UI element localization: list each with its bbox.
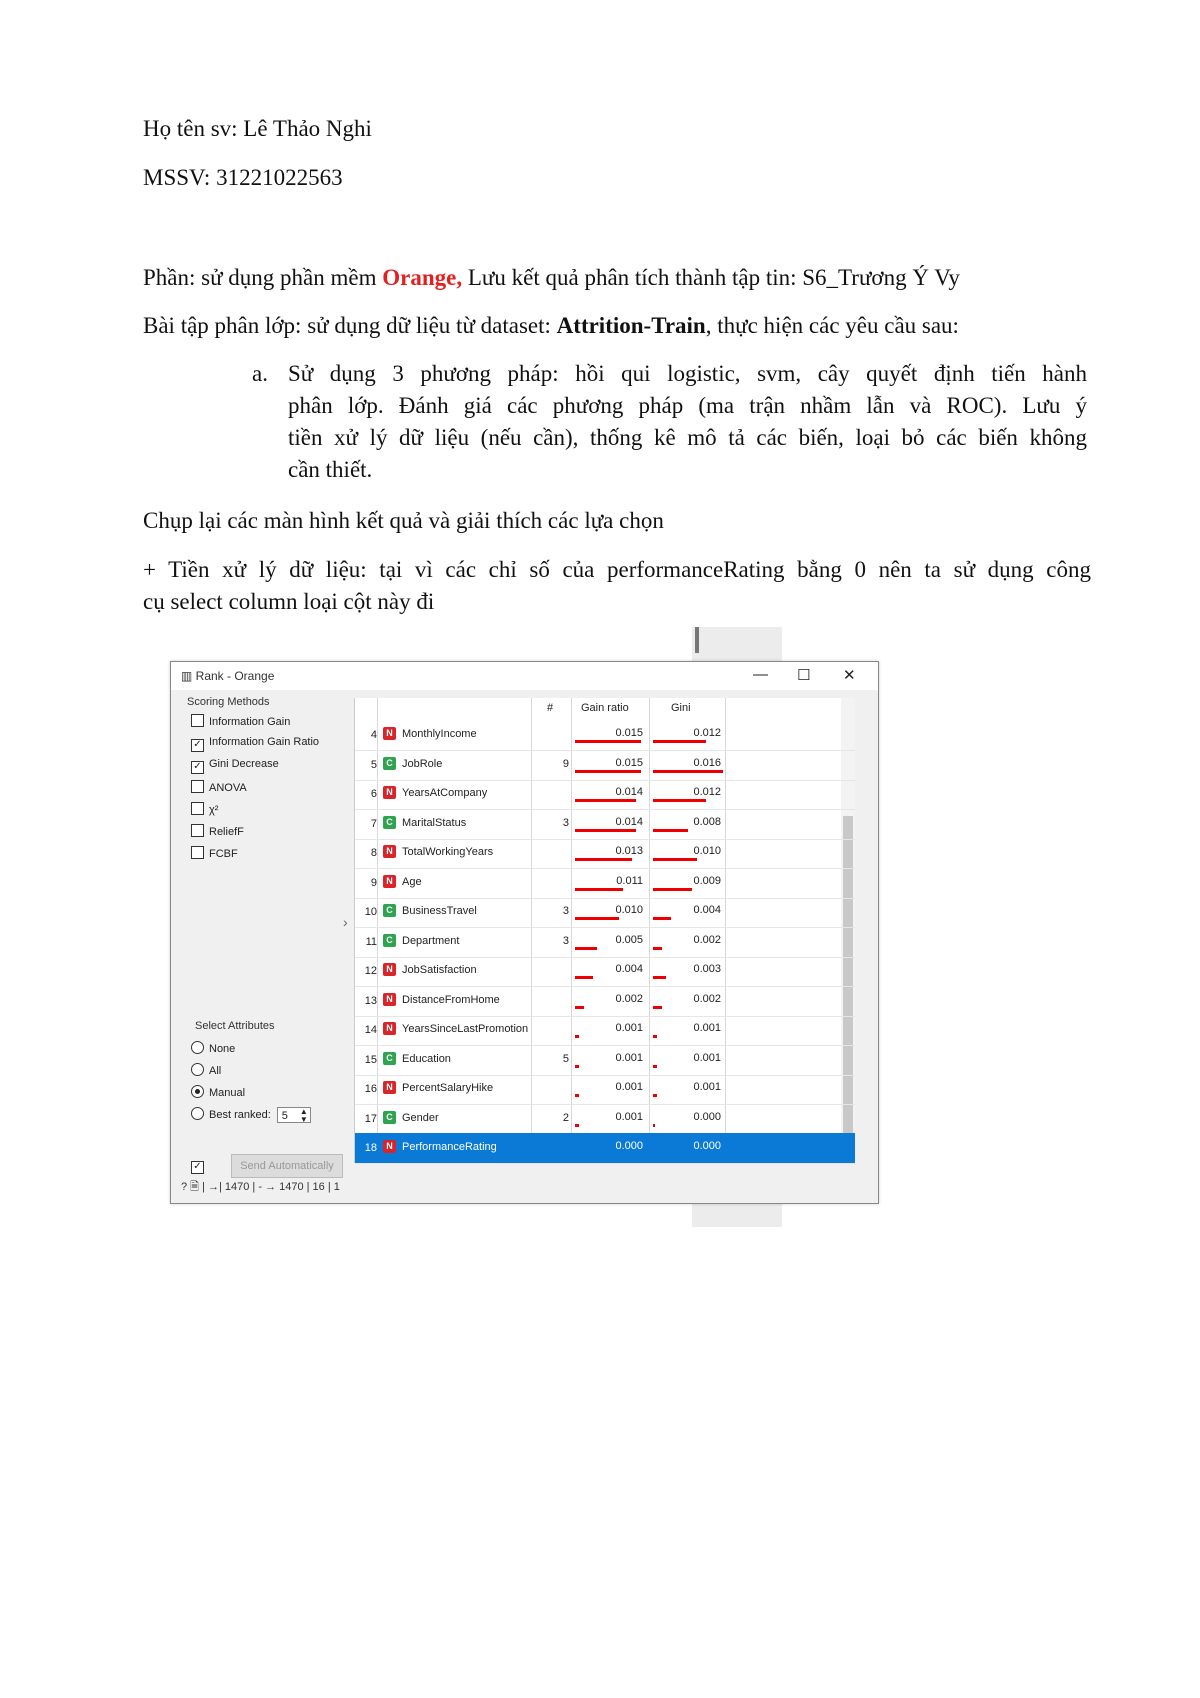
send-auto-checkbox[interactable]: ✓: [191, 1158, 209, 1174]
gini-value: 0.012: [693, 727, 721, 739]
rank-screenshot: [170, 633, 880, 1205]
attribute-name: YearsAtCompany: [402, 787, 488, 799]
orange-highlight: Orange,: [382, 265, 463, 290]
table-row[interactable]: [355, 750, 855, 781]
gain-ratio-bar: [575, 799, 636, 802]
status-bar: ? 🗎 | →| 1470 | - → 1470 | 16 | 1: [181, 1181, 340, 1193]
variable-type-icon: C: [383, 934, 396, 947]
select-option-label: All: [209, 1065, 222, 1077]
background-edge: [695, 627, 699, 653]
attribute-name: JobSatisfaction: [402, 964, 477, 976]
gain-ratio-value: 0.010: [615, 904, 643, 916]
gini-value: 0.001: [693, 1081, 721, 1093]
gain-ratio-value: 0.002: [615, 992, 643, 1005]
gain-ratio-bar: [575, 1124, 579, 1127]
select-option-label: Manual: [209, 1087, 246, 1099]
table-row[interactable]: [355, 956, 855, 987]
scoring-method-5[interactable]: [191, 824, 244, 838]
table-row[interactable]: [355, 927, 855, 958]
close-button[interactable]: ✕: [843, 667, 856, 684]
variable-type-icon: N: [383, 1081, 396, 1094]
variable-type-icon: N: [383, 1140, 396, 1153]
checkbox-icon[interactable]: [191, 802, 204, 815]
attribute-name: TotalWorkingYears: [402, 846, 494, 858]
list-line-4: cần thiết.: [288, 457, 373, 482]
gain-ratio-value: 0.004: [615, 963, 643, 975]
value-count: 3: [562, 905, 569, 917]
gini-value: 0.010: [693, 845, 721, 857]
gini-value: 0.003: [693, 963, 721, 975]
collapse-arrow-icon[interactable]: ›: [343, 914, 348, 930]
row-number: 6: [370, 788, 377, 800]
attribute-name: Age: [402, 875, 422, 888]
value-count: 5: [562, 1052, 569, 1065]
gain-ratio-value: 0.001: [615, 1081, 643, 1093]
checkbox-icon[interactable]: [191, 714, 204, 727]
gini-bar: [653, 1006, 662, 1009]
gini-bar: [653, 947, 662, 950]
attribute-name: PerformanceRating: [402, 1141, 497, 1153]
scoring-method-label: Information Gain Ratio: [209, 736, 320, 748]
header-gain-ratio[interactable]: Gain ratio: [581, 702, 629, 714]
attribute-name: Department: [402, 934, 460, 947]
gain-ratio-value: 0.001: [615, 1022, 643, 1034]
gini-value: 0.001: [693, 1022, 721, 1034]
gini-value: 0.008: [693, 815, 721, 828]
title-bar: [171, 662, 878, 690]
gain-ratio-value: 0.001: [615, 1051, 643, 1064]
attribute-name: DistanceFromHome: [402, 993, 500, 1006]
attribute-name: PercentSalaryHike: [402, 1082, 494, 1094]
attribute-name: MonthlyIncome: [402, 728, 477, 740]
send-automatically-button[interactable]: Send Automatically: [231, 1154, 343, 1178]
gain-ratio-bar: [575, 858, 632, 861]
checkbox-icon[interactable]: ✓: [191, 761, 204, 774]
gini-bar: [653, 799, 706, 802]
task-line: [143, 310, 959, 342]
gain-ratio-bar: [575, 1035, 579, 1038]
attribute-name: YearsSinceLastPromotion: [402, 1023, 529, 1035]
variable-type-icon: N: [383, 845, 396, 858]
gini-value: 0.000: [693, 1140, 721, 1152]
gain-ratio-value: 0.001: [615, 1110, 643, 1123]
table-row[interactable]: [355, 838, 855, 869]
list-line-1: Sử dụng 3 phương pháp: hồi qui logistic, svm, cây quyết định tiến hành: [288, 361, 1087, 386]
row-number: 11: [365, 935, 377, 948]
part-prefix: Phần: sử dụng phần mềm: [143, 265, 383, 290]
row-number: 14: [364, 1024, 377, 1036]
scoring-method-6[interactable]: [191, 846, 238, 860]
scoring-method-label: χ²: [209, 804, 219, 816]
variable-type-icon: N: [383, 963, 396, 976]
best-ranked-value: 5: [281, 1110, 288, 1123]
preprocess-line-2: cụ select column loại cột này đi: [143, 589, 435, 614]
ranking-table: [354, 698, 855, 1163]
gain-ratio-bar: [575, 740, 641, 743]
maximize-button[interactable]: ☐: [797, 667, 811, 684]
gini-bar: [653, 1094, 657, 1097]
row-number: 7: [370, 817, 377, 830]
scoring-method-label: Information Gain: [209, 716, 291, 728]
row-number: 9: [370, 876, 377, 889]
task-suffix: , thực hiện các yêu cầu sau:: [705, 313, 959, 338]
gain-ratio-value: 0.015: [615, 727, 643, 739]
scoring-methods-title: Scoring Methods: [187, 696, 270, 708]
select-option-2[interactable]: [191, 1085, 245, 1099]
gain-ratio-value: 0.013: [615, 845, 643, 857]
row-number: 16: [364, 1083, 377, 1095]
table-row[interactable]: [355, 897, 855, 928]
scoring-method-label: FCBF: [209, 848, 238, 860]
gini-bar: [653, 1124, 655, 1127]
gain-ratio-bar: [575, 1094, 579, 1097]
best-ranked-spinbox[interactable]: [277, 1107, 311, 1123]
scoring-method-label: ANOVA: [209, 782, 247, 794]
student-name-line: Họ tên sv: Lê Thảo Nghi: [143, 116, 372, 141]
select-attributes-title: Select Attributes: [195, 1020, 275, 1032]
gini-value: 0.012: [693, 786, 721, 798]
table-row[interactable]: [355, 986, 855, 1017]
table-row[interactable]: [355, 779, 855, 810]
gain-ratio-bar: [575, 1006, 584, 1009]
part-line: [143, 262, 960, 294]
gain-ratio-bar: [575, 888, 623, 891]
gini-bar: [653, 1035, 657, 1038]
variable-type-icon: C: [383, 1052, 396, 1065]
attribute-name: Gender: [402, 1111, 439, 1124]
table-row[interactable]: [355, 868, 855, 899]
dataset-name: Attrition-Train: [556, 313, 706, 338]
gini-value: 0.002: [693, 933, 721, 946]
attribute-name: BusinessTravel: [402, 905, 477, 917]
variable-type-icon: N: [383, 727, 396, 740]
scoring-method-label: ReliefF: [209, 826, 244, 838]
select-option-1[interactable]: [191, 1063, 221, 1077]
gini-bar: [653, 858, 697, 861]
gini-value: 0.001: [693, 1051, 721, 1064]
table-row[interactable]: [355, 1133, 855, 1164]
gini-value: 0.000: [693, 1110, 721, 1123]
scoring-method-label: Gini Decrease: [209, 758, 279, 770]
task-prefix: Bài tập phân lớp: sử dụng dữ liệu từ dataset:: [143, 313, 557, 338]
value-count: 3: [562, 816, 569, 829]
variable-type-icon: C: [383, 904, 396, 917]
gain-ratio-value: 0.014: [615, 815, 643, 828]
variable-type-icon: C: [383, 757, 396, 770]
gain-ratio-bar: [575, 770, 641, 773]
gini-bar: [653, 976, 666, 979]
scoring-method-0[interactable]: [191, 714, 290, 728]
list-line-2: phân lớp. Đánh giá các phương pháp (ma trận nhầm lẫn và ROC). Lưu ý: [288, 393, 1087, 418]
select-option-label: None: [209, 1043, 236, 1055]
table-row[interactable]: [355, 1074, 855, 1105]
checkbox-icon[interactable]: [191, 780, 204, 793]
gain-ratio-bar: [575, 917, 619, 920]
capture-instruction: Chụp lại các màn hình kết quả và giải thích các lựa chọn: [143, 508, 664, 533]
scoring-method-1[interactable]: [191, 736, 319, 752]
radio-icon[interactable]: [191, 1085, 204, 1098]
gain-ratio-bar: [575, 947, 597, 950]
scoring-method-2[interactable]: [191, 758, 279, 774]
gini-value: 0.004: [693, 904, 721, 916]
table-row[interactable]: [355, 720, 855, 751]
variable-type-icon: C: [383, 1111, 396, 1124]
gini-bar: [653, 917, 671, 920]
variable-type-icon: N: [383, 875, 396, 888]
gain-ratio-bar: [575, 976, 593, 979]
gain-ratio-value: 0.005: [615, 933, 643, 946]
row-number: 10: [364, 906, 377, 918]
row-number: 15: [364, 1053, 377, 1066]
header-gini[interactable]: Gini: [671, 702, 691, 714]
gini-value: 0.002: [693, 992, 721, 1005]
row-number: 8: [370, 847, 377, 859]
preprocess-line-1: + Tiền xử lý dữ liệu: tại vì các chỉ số của performanceRating bằng 0 nên ta sử dụng công: [143, 557, 1091, 582]
list-line-3: tiền xử lý dữ liệu (nếu cần), thống kê mô tả các biến, loại bỏ các biến không: [288, 425, 1087, 450]
list-marker: a.: [252, 361, 268, 386]
gini-value: 0.009: [693, 874, 721, 887]
header-count[interactable]: #: [547, 702, 554, 714]
radio-icon[interactable]: [191, 1041, 204, 1054]
row-number: 12: [364, 965, 377, 977]
row-number: 13: [364, 994, 377, 1007]
table-row[interactable]: [355, 1104, 855, 1135]
row-number: 4: [370, 729, 377, 741]
value-count: 3: [562, 934, 569, 947]
variable-type-icon: C: [383, 816, 396, 829]
attribute-name: Education: [402, 1052, 451, 1065]
row-number: 18: [364, 1142, 377, 1154]
variable-type-icon: N: [383, 786, 396, 799]
row-number: 5: [370, 758, 377, 771]
table-header: [355, 698, 855, 720]
gain-ratio-bar: [575, 829, 636, 832]
row-number: 17: [364, 1112, 377, 1125]
gini-value: 0.016: [693, 756, 721, 769]
gain-ratio-bar: [575, 1065, 579, 1068]
gain-ratio-value: 0.000: [615, 1140, 643, 1152]
student-id-line: MSSV: 31221022563: [143, 165, 343, 190]
gain-ratio-value: 0.014: [615, 786, 643, 798]
select-option-0[interactable]: [191, 1041, 235, 1055]
gain-ratio-value: 0.015: [615, 756, 643, 769]
select-option-3[interactable]: [191, 1107, 311, 1123]
part-suffix: Lưu kết quả phân tích thành tập tin: S6_Trương Ý Vy: [462, 265, 960, 290]
attribute-name: MaritalStatus: [402, 816, 467, 829]
table-row[interactable]: [355, 1045, 855, 1076]
select-option-label: Best ranked:: [209, 1109, 271, 1121]
minimize-button[interactable]: —: [753, 666, 768, 683]
variable-type-icon: N: [383, 1022, 396, 1035]
gini-bar: [653, 829, 688, 832]
scoring-method-4[interactable]: [191, 802, 218, 816]
spin-arrows-icon[interactable]: ▲ ▼: [299, 1107, 308, 1125]
checkbox-icon[interactable]: [191, 846, 204, 859]
attribute-name: JobRole: [402, 757, 443, 770]
table-row[interactable]: [355, 809, 855, 840]
variable-type-icon: N: [383, 993, 396, 1006]
checkbox-icon[interactable]: [191, 824, 204, 837]
table-row[interactable]: [355, 1015, 855, 1046]
gain-ratio-value: 0.011: [616, 874, 643, 887]
gini-bar: [653, 1065, 657, 1068]
value-count: 9: [562, 757, 569, 770]
window-title: ▥ Rank - Orange: [181, 669, 275, 683]
scoring-method-3[interactable]: [191, 780, 247, 794]
gini-bar: [653, 740, 706, 743]
checkbox-icon[interactable]: ✓: [191, 739, 204, 752]
radio-icon[interactable]: [191, 1063, 204, 1076]
gini-bar: [653, 888, 692, 891]
list-item-text: [288, 358, 1087, 486]
value-count: 2: [562, 1111, 569, 1124]
gini-bar: [653, 770, 723, 773]
radio-icon[interactable]: [191, 1107, 204, 1120]
rank-window: [170, 661, 879, 1204]
